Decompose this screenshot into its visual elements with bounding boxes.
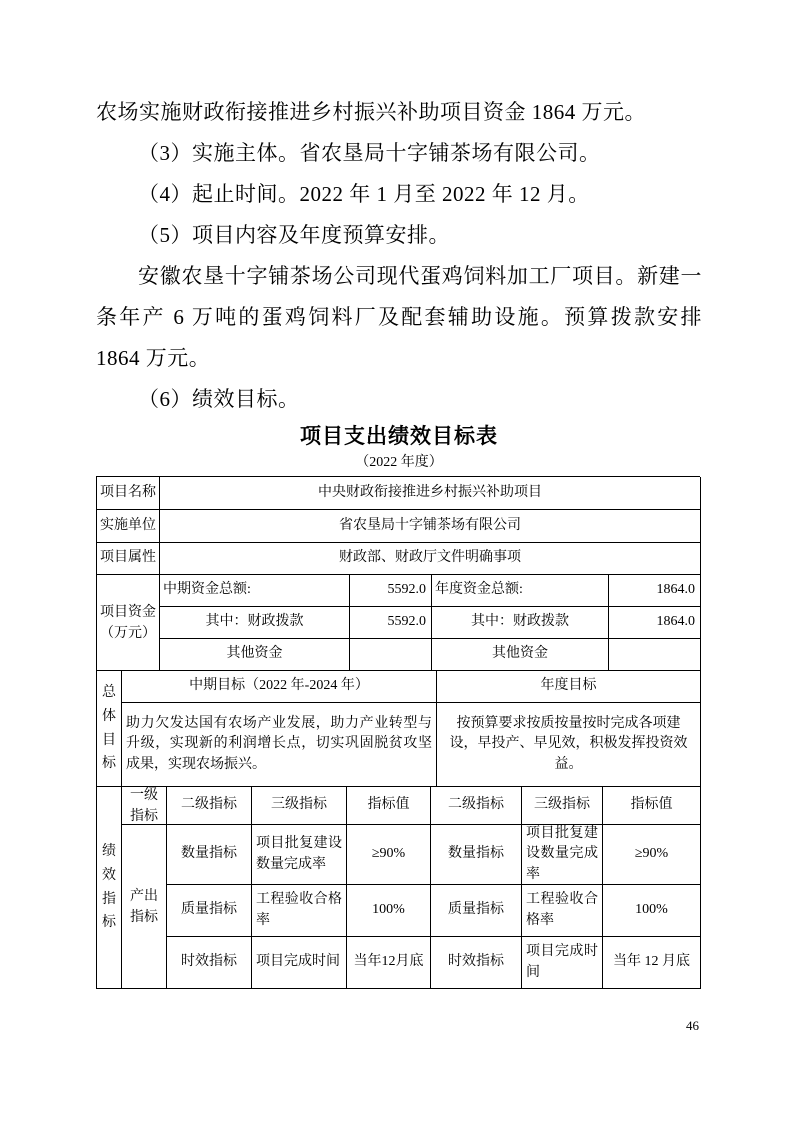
annual-fiscal-value: 1864.0 xyxy=(609,607,701,639)
annual-level3: 工程验收合格率 xyxy=(522,885,603,937)
info-value: 省农垦局十字铺茶场有限公司 xyxy=(160,510,701,543)
annual-level3: 项目完成时间 xyxy=(522,937,603,989)
table-row xyxy=(97,477,700,510)
mid-level3: 工程验收合格率 xyxy=(252,885,347,937)
body-text xyxy=(96,92,702,989)
table-row xyxy=(122,703,700,787)
annual-other-label: 其他资金 xyxy=(432,639,609,671)
level1-header-cell xyxy=(122,787,167,825)
table-row xyxy=(122,671,700,703)
column-header: 二级指标 xyxy=(167,787,252,825)
table-row xyxy=(160,575,700,607)
mid-value: ≥90% xyxy=(347,825,431,885)
annual-value: ≥90% xyxy=(603,825,701,885)
annual-total-value: 1864.0 xyxy=(609,575,701,607)
table-title: 项目支出绩效目标表 xyxy=(300,425,498,448)
mid-other-value xyxy=(350,639,432,671)
overall-target-label-cell xyxy=(97,671,122,787)
annual-value: 当年 12 月底 xyxy=(603,937,701,989)
column-header: 二级指标 xyxy=(431,787,522,825)
annual-target-header: 年度目标 xyxy=(437,671,701,703)
mid-fiscal-label: 其中：财政拨款 xyxy=(160,607,350,639)
annual-level2: 质量指标 xyxy=(431,885,522,937)
indicator-header-row xyxy=(122,787,700,825)
table-row xyxy=(160,639,700,671)
annual-fiscal-label: 其中：财政拨款 xyxy=(432,607,609,639)
mid-total-label: 中期资金总额: xyxy=(160,575,350,607)
level1-header: 一级指标 xyxy=(130,787,158,824)
info-label: 项目属性 xyxy=(97,543,160,575)
indicator-label: 绩效指标 xyxy=(101,843,116,931)
annual-level2: 数量指标 xyxy=(431,825,522,885)
funding-section xyxy=(97,575,700,671)
column-header: 指标值 xyxy=(603,787,701,825)
mid-value: 100% xyxy=(347,885,431,937)
funding-label-cell xyxy=(97,575,160,671)
paragraph: （4）起止时间。2022 年 1 月至 2022 年 12 月。 xyxy=(138,182,590,206)
column-header: 指标值 xyxy=(347,787,431,825)
funding-label: 项目资金（万元） xyxy=(100,604,156,641)
paragraph: 安徽农垦十字铺茶场公司现代蛋鸡饲料加工厂项目。新建一条年产 6 万吨的蛋鸡饲料厂及配套辅助设施。预算拨款安排 1864 万元。 xyxy=(96,264,702,370)
info-label: 实施单位 xyxy=(97,510,160,543)
info-value: 中央财政衔接推进乡村振兴补助项目 xyxy=(160,477,701,510)
mid-value: 当年12月底 xyxy=(347,937,431,989)
column-header: 三级指标 xyxy=(522,787,603,825)
output-indicator-group xyxy=(122,825,700,989)
annual-other-value xyxy=(609,639,701,671)
annual-level2: 时效指标 xyxy=(431,937,522,989)
table-row xyxy=(97,543,700,575)
annual-level3: 项目批复建设数量完成率 xyxy=(522,825,603,885)
annual-total-label: 年度资金总额: xyxy=(432,575,609,607)
indicator-section xyxy=(97,787,700,989)
info-label: 项目名称 xyxy=(97,477,160,510)
mid-target-text: 助力欠发达国有农场产业发展，助力产业转型与升级，实现新的利润增长点，切实巩固脱贫攻坚成果，实现农场振兴。 xyxy=(122,703,437,787)
paragraph: 农场实施财政衔接推进乡村振兴补助项目资金 1864 万元。 xyxy=(96,100,646,124)
performance-target-table xyxy=(96,476,700,989)
annual-value: 100% xyxy=(603,885,701,937)
overall-target-label: 总体目标 xyxy=(101,684,116,772)
table-row xyxy=(160,607,700,639)
mid-total-value: 5592.0 xyxy=(350,575,432,607)
column-header: 三级指标 xyxy=(252,787,347,825)
paragraph: （6）绩效目标。 xyxy=(138,387,300,411)
info-value: 财政部、财政厅文件明确事项 xyxy=(160,543,701,575)
indicator-row xyxy=(167,885,700,937)
table-row xyxy=(97,510,700,543)
paragraph: （5）项目内容及年度预算安排。 xyxy=(138,223,450,247)
mid-level2: 质量指标 xyxy=(167,885,252,937)
page-number: 46 xyxy=(686,1018,699,1033)
paragraph: （3）实施主体。省农垦局十字铺茶场有限公司。 xyxy=(138,141,601,165)
mid-level2: 时效指标 xyxy=(167,937,252,989)
indicator-row xyxy=(167,937,700,989)
mid-level2: 数量指标 xyxy=(167,825,252,885)
mid-level3: 项目完成时间 xyxy=(252,937,347,989)
mid-target-header: 中期目标（2022 年-2024 年） xyxy=(122,671,437,703)
indicator-row xyxy=(167,825,700,885)
table-subtitle: （2022 年度） xyxy=(355,455,443,470)
mid-other-label: 其他资金 xyxy=(160,639,350,671)
indicator-label-cell xyxy=(97,787,122,989)
level1-value-cell xyxy=(122,825,167,989)
annual-target-text: 按预算要求按质按量按时完成各项建设，早投产、早见效，积极发挥投资效益。 xyxy=(437,703,701,787)
mid-fiscal-value: 5592.0 xyxy=(350,607,432,639)
mid-level3: 项目批复建设数量完成率 xyxy=(252,825,347,885)
level1-value: 产出指标 xyxy=(130,888,158,925)
overall-target-section xyxy=(97,671,700,787)
